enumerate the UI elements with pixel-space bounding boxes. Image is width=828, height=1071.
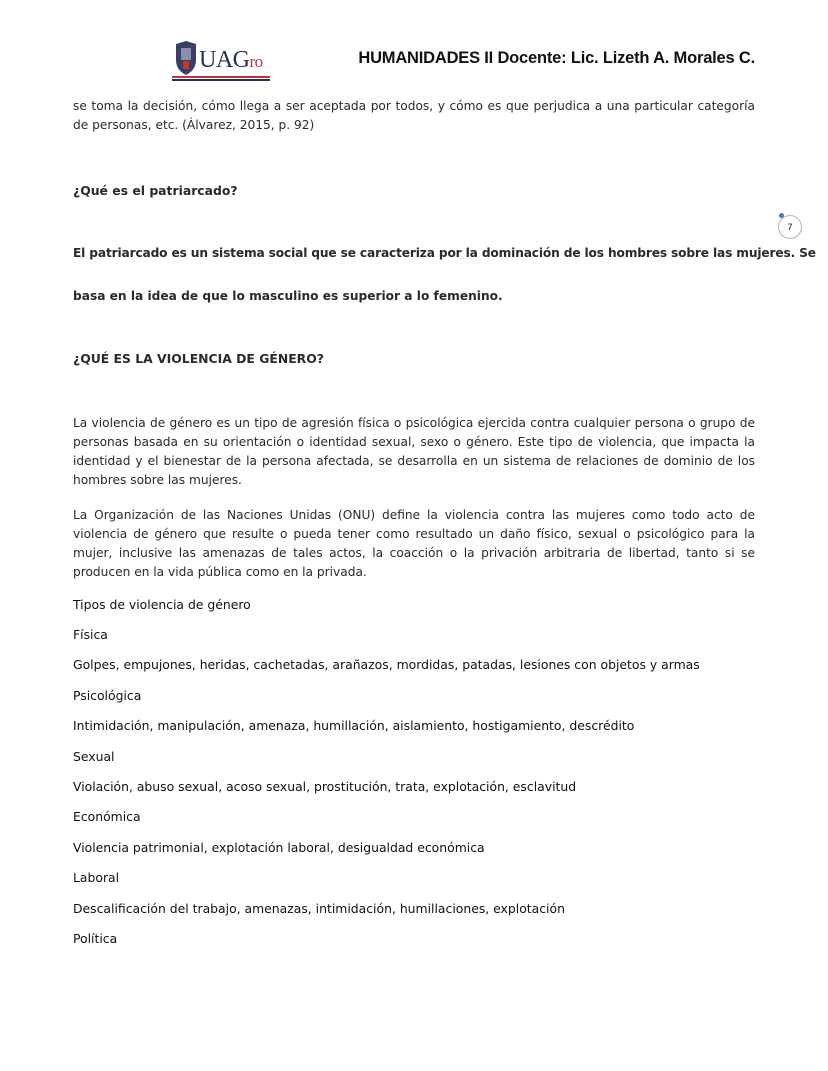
university-logo bbox=[172, 40, 272, 84]
crest-icon bbox=[172, 40, 200, 80]
type-description-laboral: Descalificación del trabajo, amenazas, intimidación, humillaciones, explotación bbox=[73, 901, 565, 916]
logo-underline-red bbox=[172, 76, 270, 78]
type-description-fisica: Golpes, empujones, heridas, cachetadas, arañazos, mordidas, patadas, lesiones con objetos y armas bbox=[73, 657, 700, 672]
answer-line-2: basa en la idea de que lo masculino es superior a lo femenino. bbox=[73, 289, 503, 303]
heading-violencia-de-genero: ¿QUÉ ES LA VIOLENCIA DE GÉNERO? bbox=[73, 351, 324, 366]
type-heading-politica: Política bbox=[73, 931, 118, 946]
type-heading-psicologica: Psicológica bbox=[73, 688, 142, 703]
type-description-sexual: Violación, abuso sexual, acoso sexual, prostitución, trata, explotación, esclavitud bbox=[73, 779, 577, 794]
type-heading-fisica: Física bbox=[73, 627, 108, 642]
paragraph-onu: La Organización de las Naciones Unidas (ONU) define la violencia contra las mujeres como todo acto de violencia de género que resulte o pueda tener como resultado un daño físico, sexual o psicológico para la mujer, inclusive las amenazas de tales actos, la coacción o la privación arbitraria de libertad, tanto si se producen en la vida pública como en la privada. bbox=[73, 508, 755, 579]
type-description-psicologica: Intimidación, manipulación, amenaza, humillación, aislamiento, hostigamiento, descrédito bbox=[73, 718, 635, 733]
paragraph-definition: La violencia de género es un tipo de agresión física o psicológica ejercida contra cualquier persona o grupo de personas basada en su orientación o identidad sexual, sexo o género. Este tipo de violencia, que impacta la identidad y el bienestar de la persona afectada, se desarrolla en un sistema de relaciones de dominio de los hombres sobre las mujeres. bbox=[73, 416, 755, 487]
types-title: Tipos de violencia de género bbox=[73, 597, 251, 612]
question-patriarcado: ¿Qué es el patriarcado? bbox=[73, 183, 238, 198]
type-heading-sexual: Sexual bbox=[73, 749, 115, 764]
answer-line-1: El patriarcado es un sistema social que se caracteriza por la dominación de los hombres sobre las mujeres. Se bbox=[73, 246, 816, 260]
type-heading-laboral: Laboral bbox=[73, 870, 120, 885]
page-number-badge: 7 bbox=[778, 215, 802, 239]
logo-underline-blue bbox=[172, 79, 270, 81]
logo-wordmark: UAGro bbox=[199, 47, 263, 73]
type-heading-economica: Económica bbox=[73, 809, 141, 824]
type-description-economica: Violencia patrimonial, explotación laboral, desigualdad económica bbox=[73, 840, 485, 855]
header-title: HUMANIDADES II Docente: Lic. Lizeth A. Morales C. bbox=[358, 49, 755, 67]
intro-continuation: se toma la decisión, cómo llega a ser aceptada por todos, y cómo es que perjudica a una particular categoría de personas, etc. (Álvarez, 2015, p. 92) bbox=[73, 99, 755, 132]
